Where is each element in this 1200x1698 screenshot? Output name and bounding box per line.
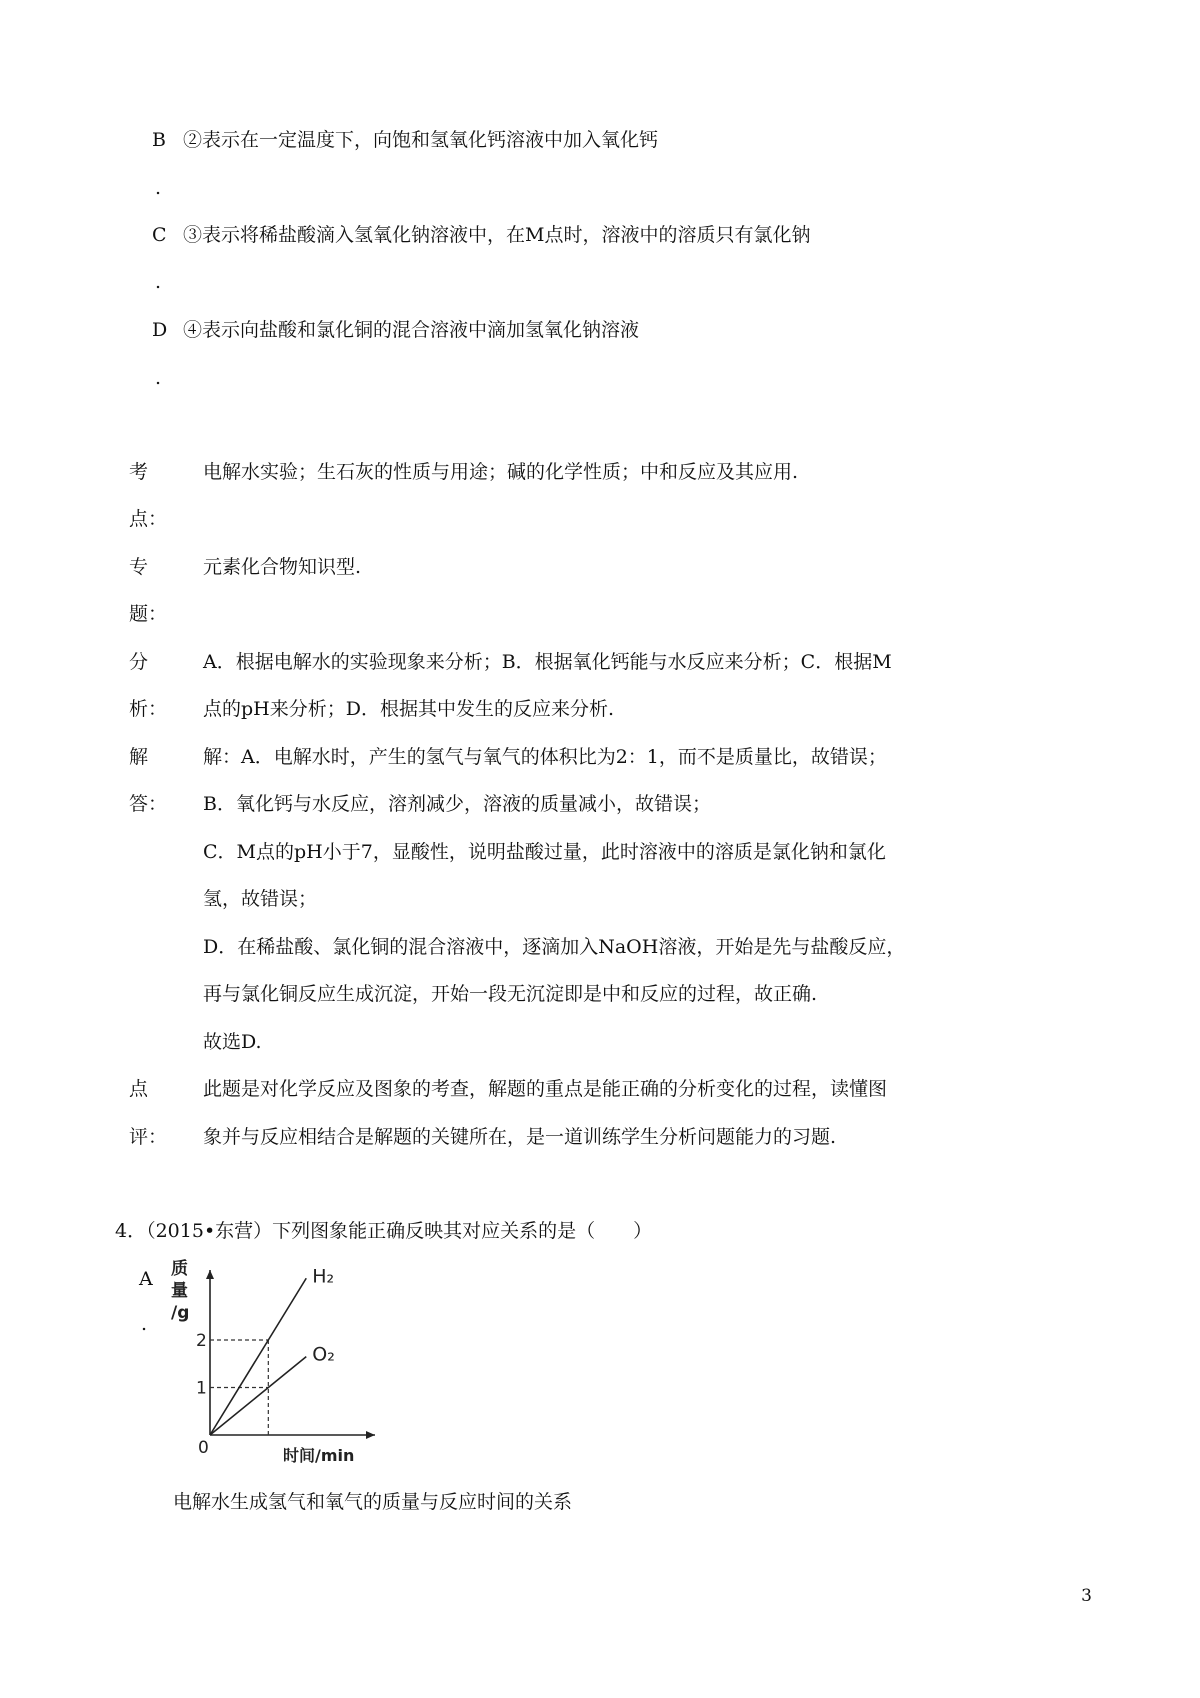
option-c-text: ③表示将稀盐酸滴入氢氧化钠溶液中，在M点时，溶液中的溶质只有氯化钠: [183, 224, 811, 246]
y-axis-label-3: /g: [171, 1303, 190, 1323]
option-d-dot: .: [155, 367, 162, 389]
chart-labels: [171, 1258, 354, 1465]
option-c-dot: .: [155, 271, 162, 293]
y-tick-label-2: 2: [196, 1331, 207, 1351]
jieda-line-7: 故选D.: [203, 1031, 262, 1053]
fenxi-label-2: 析：: [129, 698, 168, 720]
zhuanti-label-1: 专: [129, 556, 149, 578]
option-c-letter: C: [152, 224, 167, 246]
series-label-2: O₂: [312, 1343, 335, 1366]
jieda-line-2: B．氧化钙与水反应，溶剂减少，溶液的质量减小，故错误；: [203, 793, 711, 815]
jieda-label-2: 答：: [129, 793, 168, 815]
kaodian-line-1: 电解水实验；生石灰的性质与用途；碱的化学性质；中和反应及其应用.: [203, 461, 799, 483]
zhuanti-label-2: 题：: [129, 603, 168, 625]
fenxi-line-1: A．根据电解水的实验现象来分析；B．根据氧化钙能与水反应来分析；C．根据M: [203, 651, 892, 673]
dianping-label-1: 点: [129, 1078, 149, 1100]
chart-series: [210, 1278, 306, 1435]
option-d-text: ④表示向盐酸和氯化铜的混合溶液中滴加氢氧化钠溶液: [183, 319, 640, 341]
dianping-label-2: 评：: [129, 1126, 168, 1148]
y-axis-label-1: 质: [171, 1259, 188, 1279]
jieda-line-6: 再与氯化铜反应生成沉淀，开始一段无沉淀即是中和反应的过程，故正确.: [203, 983, 818, 1005]
option-d-letter: D: [152, 319, 168, 341]
jieda-label-1: 解: [129, 746, 149, 768]
dianping-line-1: 此题是对化学反应及图象的考查，解题的重点是能正确的分析变化的过程，读懂图: [203, 1078, 888, 1100]
origin-label: 0: [198, 1438, 209, 1458]
y-axis-label-2: 量: [171, 1281, 188, 1301]
kaodian-label-1: 考: [129, 461, 149, 483]
kaodian-label-2: 点：: [129, 508, 168, 530]
y-axis-arrow: [206, 1270, 214, 1279]
jieda-line-5: D．在稀盐酸、氯化铜的混合溶液中，逐滴加入NaOH溶液，开始是先与盐酸反应，: [203, 936, 906, 958]
jieda-line-1: 解：A．电解水时，产生的氢气与氧气的体积比为2：1，而不是质量比，故错误；: [203, 746, 887, 768]
dianping-line-2: 象并与反应相结合是解题的关键所在，是一道训练学生分析问题能力的习题.: [203, 1126, 837, 1148]
fenxi-label-1: 分: [129, 651, 149, 673]
fenxi-line-2: 点的pH来分析；D．根据其中发生的反应来分析.: [203, 698, 615, 720]
electrolysis-mass-time-chart: [165, 1258, 405, 1470]
page-number: 3: [1081, 1586, 1092, 1606]
x-axis-arrow: [366, 1431, 375, 1439]
option-b-dot: .: [155, 177, 162, 199]
question-4-option-a-letter: A: [139, 1268, 153, 1290]
y-tick-label-1: 1: [196, 1378, 207, 1399]
series-label-1: H₂: [312, 1265, 335, 1288]
question-4-option-a-dot: .: [141, 1313, 148, 1335]
jieda-line-4: 氢，故错误；: [203, 888, 318, 910]
option-b-text: ②表示在一定温度下，向饱和氢氧化钙溶液中加入氧化钙: [183, 129, 659, 151]
series-line-1: [210, 1278, 306, 1435]
option-b-letter: B: [152, 129, 166, 151]
zhuanti-line-1: 元素化合物知识型.: [203, 556, 362, 578]
question-4-text: 4．（2015•东营）下列图象能正确反映其对应关系的是（ ）: [115, 1220, 653, 1242]
question-4-option-a-caption: 电解水生成氢气和氧气的质量与反应时间的关系: [173, 1491, 573, 1513]
series-line-2: [210, 1357, 306, 1435]
chart-axes: [206, 1270, 375, 1439]
jieda-line-3: C．M点的pH小于7，显酸性，说明盐酸过量，此时溶液中的溶质是氯化钠和氯化: [203, 841, 886, 863]
x-axis-label: 时间/min: [283, 1446, 355, 1465]
